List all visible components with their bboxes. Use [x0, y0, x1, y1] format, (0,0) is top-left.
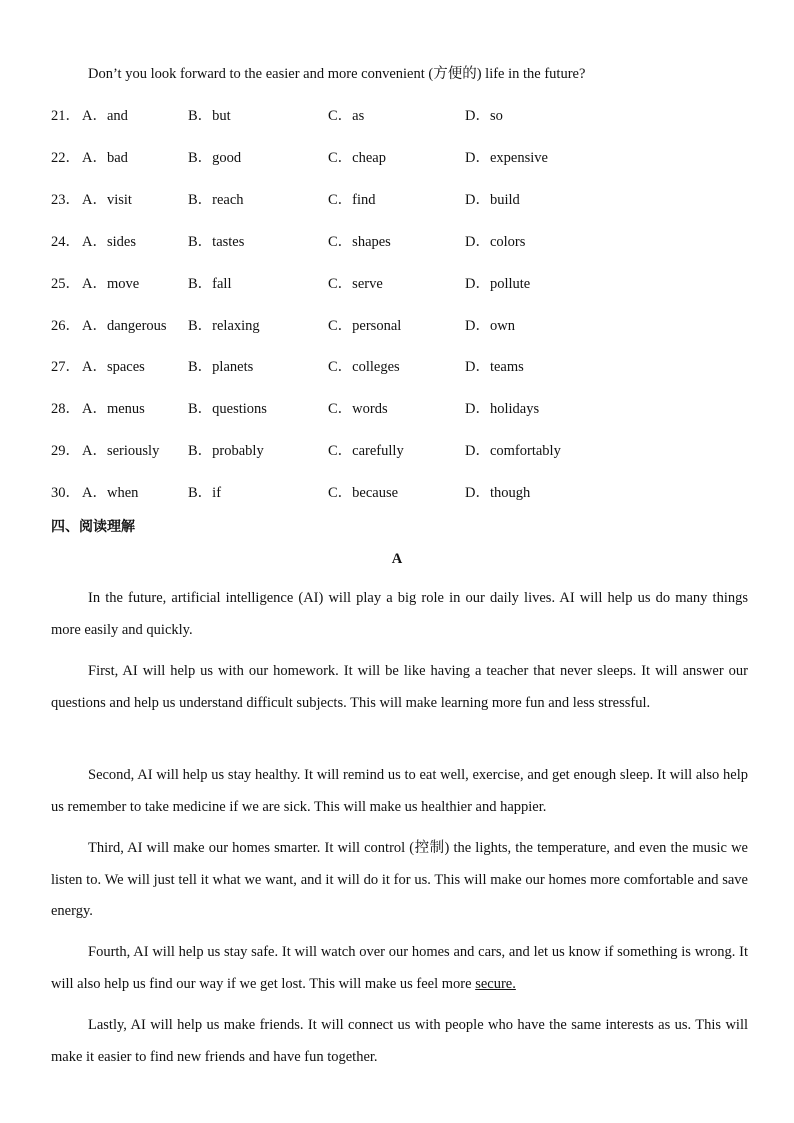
intro-line: Don’t you look forward to the easier and more convenient (方便的) life in the future?: [88, 66, 586, 82]
question-row: [0, 314, 794, 336]
question-row: [0, 355, 794, 377]
question-row: [0, 272, 794, 294]
question-number: 22．: [51, 150, 80, 166]
passage-title: A: [391, 551, 403, 567]
option-a: A．sides: [82, 234, 136, 250]
option-c: C．carefully: [328, 443, 404, 459]
underlined-word: secure.: [475, 975, 516, 992]
option-d: D．expensive: [465, 150, 548, 166]
option-b: B．good: [188, 150, 242, 166]
option-c: C．as: [328, 108, 365, 124]
option-a: A．bad: [82, 150, 128, 166]
option-d: D．so: [465, 108, 503, 124]
option-a: A．visit: [82, 192, 132, 208]
option-a: A．when: [82, 485, 139, 501]
question-row: [0, 439, 794, 461]
question-row: [0, 481, 794, 503]
option-b: B．planets: [188, 359, 254, 375]
question-row: [0, 146, 794, 168]
section-title: 四、阅读理解: [51, 519, 135, 535]
option-b: B．if: [188, 485, 222, 501]
question-number: 25．: [51, 276, 80, 292]
question-number: 29．: [51, 443, 80, 459]
option-c: C．colleges: [328, 359, 400, 375]
paragraph-5: [51, 937, 748, 1000]
option-a: A．spaces: [82, 359, 145, 375]
option-a: A．seriously: [82, 443, 160, 459]
question-number: 28．: [51, 401, 80, 417]
option-b: B．but: [188, 108, 231, 124]
option-a: A．dangerous: [82, 318, 167, 334]
option-b: B．reach: [188, 192, 244, 208]
question-number: 21．: [51, 108, 80, 124]
paragraph-2: First, AI will help us with our homework. It will be like having a teacher that never sleeps. It will answer our questions and help us understand difficult subjects. This will make learning more fun and less stressful.: [51, 663, 748, 711]
paragraph-6: Lastly, AI will help us make friends. It will connect us with people who have the same interests as us. This will make it easier to find new friends and have fun together.: [51, 1017, 748, 1065]
question-number: 23．: [51, 192, 80, 208]
option-c: C．personal: [328, 318, 402, 334]
paragraph-3: Second, AI will help us stay healthy. It will remind us to eat well, exercise, and get enough sleep. It will also help us remember to take medicine if we are sick. This will make us healthier and happier.: [51, 767, 748, 815]
option-c: C．shapes: [328, 234, 391, 250]
option-d: D．comfortably: [465, 443, 561, 459]
option-d: D．colors: [465, 234, 526, 250]
question-number: 24．: [51, 234, 80, 250]
question-number: 30．: [51, 485, 80, 501]
question-row: [0, 230, 794, 252]
option-a: A．move: [82, 276, 140, 292]
paragraph-4: Third, AI will make our homes smarter. It will control (控制) the lights, the temperature, and even the music we listen to. We will just tell it what we want, and it will do it for us. This will make our homes more comfortable and save energy.: [51, 840, 748, 919]
option-a: A．and: [82, 108, 128, 124]
question-number: 26．: [51, 318, 80, 334]
option-d: D．own: [465, 318, 515, 334]
option-b: B．relaxing: [188, 318, 260, 334]
question-number: 27．: [51, 359, 80, 375]
option-d: D．teams: [465, 359, 524, 375]
paragraph-5-text: Fourth, AI will help us stay safe. It will watch over our homes and cars, and let us know if something is wrong. It will also help us find our way if we get lost. This will make us feel more: [51, 944, 748, 992]
question-row: [0, 397, 794, 419]
question-row: [0, 188, 794, 210]
option-c: C．because: [328, 485, 399, 501]
option-c: C．cheap: [328, 150, 386, 166]
option-c: C．serve: [328, 276, 383, 292]
option-d: D．holidays: [465, 401, 540, 417]
option-d: D．pollute: [465, 276, 531, 292]
option-d: D．though: [465, 485, 531, 501]
option-b: B．questions: [188, 401, 267, 417]
question-row: [0, 104, 794, 126]
option-b: B．probably: [188, 443, 264, 459]
option-a: A．menus: [82, 401, 145, 417]
option-c: C．words: [328, 401, 388, 417]
option-b: B．tastes: [188, 234, 245, 250]
option-c: C．find: [328, 192, 376, 208]
option-d: D．build: [465, 192, 520, 208]
paragraph-1: In the future, artificial intelligence (AI) will play a big role in our daily lives. AI will help us do many things more easily and quickly.: [51, 590, 748, 638]
option-b: B．fall: [188, 276, 232, 292]
